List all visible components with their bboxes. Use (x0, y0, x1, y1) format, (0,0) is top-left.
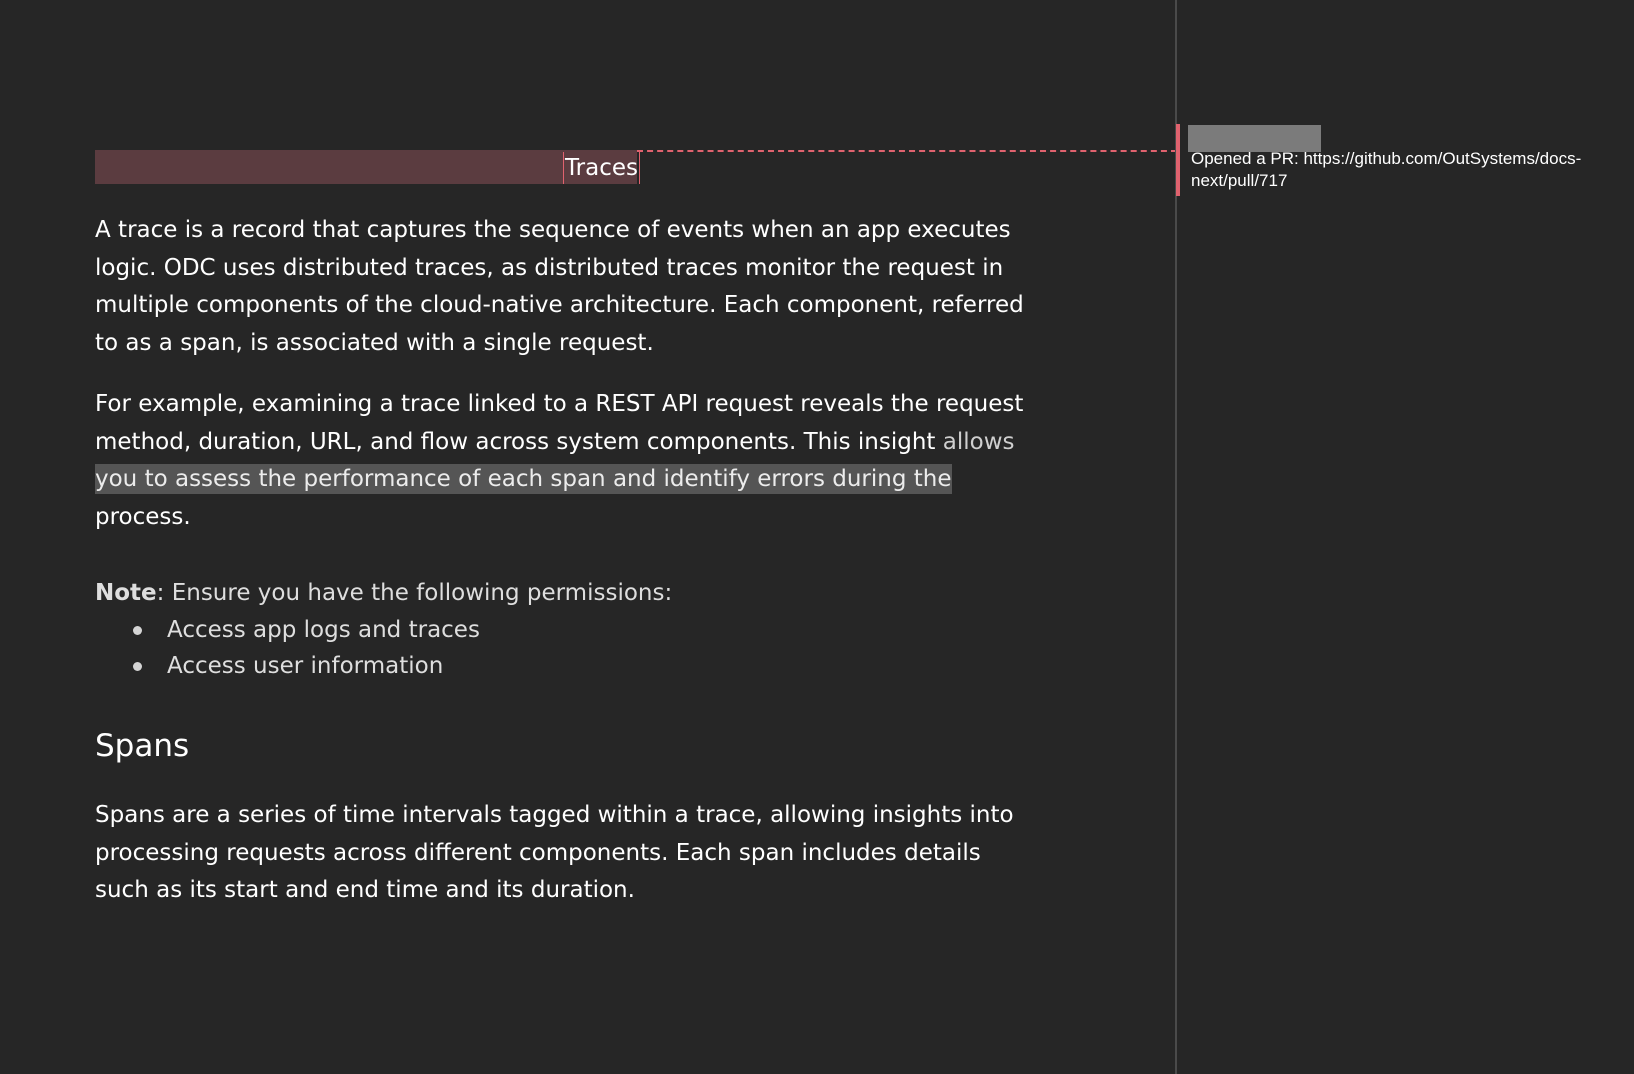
page-title[interactable]: Traces (563, 152, 640, 184)
example-text: For example, examining a trace linked to a REST API request reveals the request method, duration, URL, and flow across system components. This insight (95, 391, 1024, 455)
selection-start-word: allows (942, 428, 1015, 455)
list-item-label: Access app logs and traces (167, 617, 480, 643)
bullet-icon (133, 662, 142, 671)
list-item (95, 648, 480, 684)
comment-connector-line (637, 150, 1177, 152)
note-line (95, 575, 672, 612)
intro-paragraph: A trace is a record that captures the sequence of events when an app executes logic. ODC uses distributed traces, as distributed traces monitor the request in multiple components of the cloud-native architecture. Each component, referred to as a span, is associated with a single request. (95, 217, 1024, 356)
comment-accent-bar (1176, 124, 1180, 196)
spans-paragraph: Spans are a series of time intervals tagged within a trace, allowing insights into processing requests across different components. Each span includes details such as its start and end time and its duration. (95, 802, 1014, 903)
example-text-end: process. (95, 503, 191, 530)
selected-text[interactable]: you to assess the performance of each span and identify errors during the (95, 466, 952, 492)
example-paragraph (95, 386, 1030, 536)
bullet-icon (133, 626, 142, 635)
heading-highlight (95, 150, 637, 184)
comment-text[interactable]: Opened a PR: https://github.com/OutSystems/docs-next/pull/717 (1191, 149, 1582, 190)
section-heading: Spans (95, 728, 190, 764)
list-item (95, 612, 480, 648)
list-item-label: Access user information (167, 653, 444, 679)
note-label: Note (95, 580, 157, 606)
permissions-list (95, 612, 480, 684)
note-text: : Ensure you have the following permissions: (156, 580, 673, 606)
